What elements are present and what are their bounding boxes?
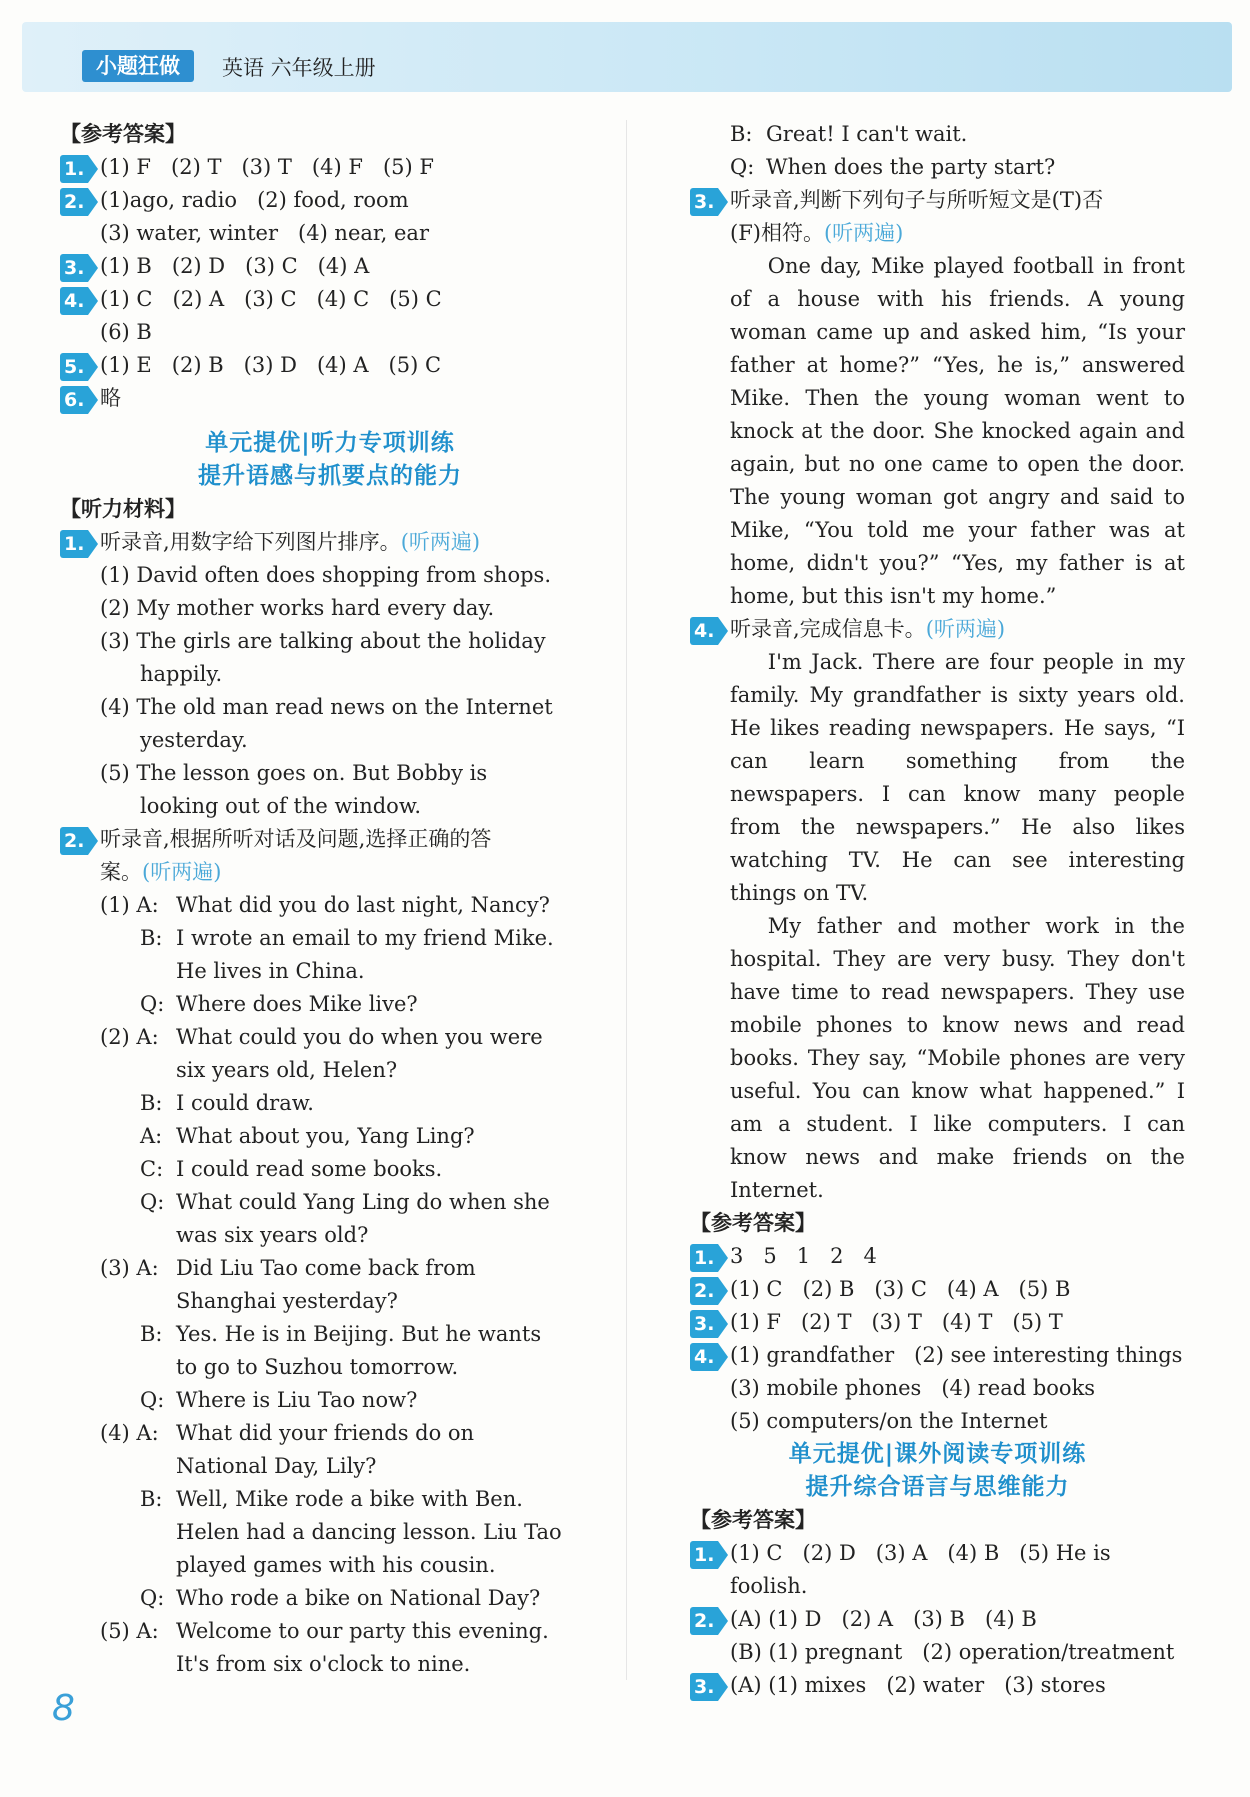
answer-text: (B) (1) pregnant (2) operation/treatment <box>730 1640 1175 1664</box>
dialogue-text: I could read some books. <box>176 1157 443 1181</box>
number-badge: 4. <box>690 1343 724 1371</box>
dialogue-lines <box>60 889 600 1681</box>
speaker-label: Q: <box>140 1190 165 1214</box>
unit-banner-line2: 提升语感与抓要点的能力 <box>198 463 462 489</box>
dialogue-line <box>60 1516 600 1549</box>
header-band <box>22 22 1232 92</box>
answer-row <box>690 1537 1185 1570</box>
speaker-label: Q: <box>140 1388 165 1412</box>
dialogue-line <box>60 1648 600 1681</box>
speaker-label: Q: <box>730 155 755 179</box>
list-item: (2) My mother works hard every day. <box>100 596 495 620</box>
right-column <box>690 118 1185 1702</box>
dialogue-text: What could Yang Ling do when she <box>176 1190 550 1214</box>
dialogue-continued <box>690 118 1185 184</box>
number-badge: 4. <box>690 617 724 645</box>
dialogue-text: Where does Mike live? <box>176 992 418 1016</box>
number-badge: 1. <box>690 1244 724 1272</box>
number-badge: 6. <box>60 386 94 414</box>
list-item: happily. <box>140 662 223 686</box>
answer-row <box>690 1306 1185 1339</box>
number-badge: 2. <box>60 188 94 216</box>
speaker-label: B: <box>730 122 753 146</box>
dialogue-line <box>60 922 600 955</box>
speaker-label: B: <box>140 1322 163 1346</box>
material-heading: 【听力材料】 <box>60 497 186 521</box>
dialogue-line <box>60 1186 600 1219</box>
answer-row <box>690 1603 1185 1636</box>
number-badge: 3. <box>690 1310 724 1338</box>
answer-row <box>60 250 600 283</box>
answer-row <box>690 1273 1185 1306</box>
dialogue-text: Helen had a dancing lesson. Liu Tao <box>176 1520 562 1544</box>
answer-text: (5) computers/on the Internet <box>730 1409 1048 1433</box>
answer-row <box>690 1570 1185 1603</box>
number-badge: 5. <box>60 353 94 381</box>
dialogue-line <box>60 1219 600 1252</box>
answer-row <box>690 1405 1185 1438</box>
dialogue-text: It's from six o'clock to nine. <box>176 1652 471 1676</box>
dialogue-text: What did your friends do on <box>176 1421 475 1445</box>
dialogue-text: I wrote an email to my friend Mike. <box>176 926 554 950</box>
speaker-label: (1) A: <box>100 893 159 917</box>
answer-row <box>690 1240 1185 1273</box>
question-2: 2. 听录音,根据所听对话及问题,选择正确的答 <box>60 823 600 856</box>
question-4: 4. 听录音,完成信息卡。(听两遍) <box>690 613 1185 646</box>
dialogue-text: I could draw. <box>176 1091 314 1115</box>
dialogue-line <box>60 1318 600 1351</box>
answer-row <box>60 217 600 250</box>
speaker-label: (3) A: <box>100 1256 159 1280</box>
question-1-items <box>60 559 600 823</box>
answer-row <box>60 283 600 316</box>
answer-row <box>60 382 600 415</box>
answer-text: (A) (1) mixes (2) water (3) stores <box>730 1673 1106 1697</box>
speaker-label: (4) A: <box>100 1421 159 1445</box>
speaker-label: B: <box>140 1091 163 1115</box>
unit-banner-line1: 单元提优|听力专项训练 <box>205 430 455 456</box>
answer-row <box>60 316 600 349</box>
list-item: (3) The girls are talking about the holiday <box>100 629 546 653</box>
answer-heading: 【参考答案】 <box>60 122 186 146</box>
dialogue-line <box>60 1153 600 1186</box>
passage-4-p2: My father and mother work in the hospital. They are very busy. They don't have time to read newspapers. They use mobile phones to know news and read books. They say, “Mobile phones are very useful. You can know what happened.” I am a student. I like computers. I can know news and make friends on the Internet. <box>730 914 1185 1202</box>
unit-banner2-line2: 提升综合语言与思维能力 <box>805 1474 1070 1500</box>
speaker-label: B: <box>140 926 163 950</box>
dialogue-line <box>60 1615 600 1648</box>
dialogue-line <box>60 955 600 988</box>
answer-text: (6) B <box>100 320 152 344</box>
list-item: (1) David often does shopping from shops. <box>100 563 551 587</box>
answer-text: (1) grandfather (2) see interesting things <box>730 1343 1183 1367</box>
number-badge: 1. <box>60 530 94 558</box>
dialogue-line <box>60 889 600 922</box>
answer-text: 3 5 1 2 4 <box>730 1244 877 1268</box>
dialogue-line <box>60 988 600 1021</box>
list-item: yesterday. <box>140 728 248 752</box>
passage-4-p1: I'm Jack. There are four people in my family. My grandfather is sixty years old. He likes reading newspapers. He says, “I can learn something from the newspapers. I can know many people from the newspapers.” He also likes watching TV. He can see interesting things on TV. <box>730 650 1185 905</box>
answer-text: (3) mobile phones (4) read books <box>730 1376 1096 1400</box>
dialogue-line <box>60 1582 600 1615</box>
number-badge: 4. <box>60 287 94 315</box>
dialogue-text: Well, Mike rode a bike with Ben. <box>176 1487 523 1511</box>
number-badge: 2. <box>60 827 94 855</box>
dialogue-line <box>60 1384 600 1417</box>
dialogue-text: to go to Suzhou tomorrow. <box>176 1355 459 1379</box>
answer-row <box>690 1669 1185 1702</box>
answer-text: (1) B (2) D (3) C (4) A <box>100 254 370 278</box>
answer-row <box>690 1339 1185 1372</box>
series-tag: 小题狂做 <box>82 50 194 82</box>
answer-text: (3) water, winter (4) near, ear <box>100 221 429 245</box>
answer-text: (1) C (2) B (3) C (4) A (5) B <box>730 1277 1071 1301</box>
question-2-cont: 案。(听两遍) <box>100 860 222 884</box>
answer-row <box>690 1636 1185 1669</box>
answer-text: (1) F (2) T (3) T (4) F (5) F <box>100 155 434 179</box>
speaker-label: Q: <box>140 992 165 1016</box>
answer-text: (1) C (2) A (3) C (4) C (5) C <box>100 287 442 311</box>
dialogue-line <box>60 1285 600 1318</box>
speaker-label: A: <box>140 1124 163 1148</box>
number-badge: 3. <box>690 188 724 216</box>
dialogue-text: six years old, Helen? <box>176 1058 398 1082</box>
question-3: 3. 听录音,判断下列句子与所听短文是(T)否 <box>690 184 1185 217</box>
number-badge: 1. <box>690 1541 724 1569</box>
dialogue-line <box>690 118 1185 151</box>
speaker-label: Q: <box>140 1586 165 1610</box>
dialogue-text: was six years old? <box>176 1223 369 1247</box>
list-item: (5) The lesson goes on. But Bobby is <box>100 761 488 785</box>
dialogue-line <box>60 1120 600 1153</box>
dialogue-text: He lives in China. <box>176 959 365 983</box>
answer-text: foolish. <box>730 1574 808 1598</box>
answer-list-3 <box>690 1537 1185 1702</box>
dialogue-text: What could you do when you were <box>176 1025 543 1049</box>
answer-list-2 <box>690 1240 1185 1438</box>
dialogue-text: played games with his cousin. <box>176 1553 496 1577</box>
dialogue-line <box>690 151 1185 184</box>
answer-text: 略 <box>100 386 121 410</box>
answer-heading-2: 【参考答案】 <box>690 1211 816 1235</box>
dialogue-line <box>60 1483 600 1516</box>
dialogue-text: When does the party start? <box>766 155 1056 179</box>
dialogue-text: National Day, Lily? <box>176 1454 377 1478</box>
dialogue-line <box>60 1417 600 1450</box>
left-column <box>60 118 600 1681</box>
number-badge: 3. <box>60 254 94 282</box>
number-badge: 2. <box>690 1607 724 1635</box>
dialogue-text: Shanghai yesterday? <box>176 1289 398 1313</box>
speaker-label: C: <box>140 1157 164 1181</box>
answer-text: (1) C (2) D (3) A (4) B (5) He is <box>730 1541 1111 1565</box>
speaker-label: B: <box>140 1487 163 1511</box>
answer-row <box>690 1372 1185 1405</box>
dialogue-line <box>60 1450 600 1483</box>
number-badge: 3. <box>690 1673 724 1701</box>
dialogue-text: Where is Liu Tao now? <box>176 1388 418 1412</box>
answer-row <box>60 349 600 382</box>
answer-text: (1) E (2) B (3) D (4) A (5) C <box>100 353 442 377</box>
dialogue-text: What about you, Yang Ling? <box>176 1124 475 1148</box>
page-number: 8 <box>52 1688 75 1729</box>
dialogue-line <box>60 1087 600 1120</box>
dialogue-line <box>60 1054 600 1087</box>
answer-heading-3: 【参考答案】 <box>690 1508 816 1532</box>
page-header <box>0 0 1250 100</box>
dialogue-text: Who rode a bike on National Day? <box>176 1586 541 1610</box>
column-divider <box>626 120 627 1680</box>
list-item: looking out of the window. <box>140 794 421 818</box>
answer-row <box>60 151 600 184</box>
number-badge: 1. <box>60 155 94 183</box>
dialogue-text: Welcome to our party this evening. <box>176 1619 549 1643</box>
speaker-label: (2) A: <box>100 1025 159 1049</box>
dialogue-line <box>60 1021 600 1054</box>
dialogue-line <box>60 1351 600 1384</box>
question-1: 1. 听录音,用数字给下列图片排序。(听两遍) <box>60 526 600 559</box>
dialogue-text: What did you do last night, Nancy? <box>176 893 550 917</box>
answer-text: (1)ago, radio (2) food, room <box>100 188 409 212</box>
passage-3: One day, Mike played football in front of a house with his friends. A young woman came up and asked him, “Is your father at home?” “Yes, he is,” answered Mike. Then the young woman went to knock at the door. She knocked again and again, but no one came to open the door. The young woman got angry and said to Mike, “You told me your father was at home, didn't you?” “Yes, my father is at home, but this isn't my home.” <box>730 254 1185 608</box>
dialogue-line <box>60 1549 600 1582</box>
list-item: (4) The old man read news on the Internet <box>100 695 553 719</box>
dialogue-text: Great! I can't wait. <box>766 122 968 146</box>
answer-text: (A) (1) D (2) A (3) B (4) B <box>730 1607 1037 1631</box>
answer-row <box>60 184 600 217</box>
answer-list <box>60 151 600 415</box>
speaker-label: (5) A: <box>100 1619 159 1643</box>
dialogue-text: Yes. He is in Beijing. But he wants <box>176 1322 542 1346</box>
dialogue-text: Did Liu Tao come back from <box>176 1256 476 1280</box>
dialogue-line <box>60 1252 600 1285</box>
answer-text: (1) F (2) T (3) T (4) T (5) T <box>730 1310 1063 1334</box>
unit-banner2-line1: 单元提优|课外阅读专项训练 <box>788 1441 1087 1467</box>
question-3-cont: (F)相符。(听两遍) <box>730 221 904 245</box>
number-badge: 2. <box>690 1277 724 1305</box>
book-title: 英语 六年级上册 <box>222 56 376 80</box>
